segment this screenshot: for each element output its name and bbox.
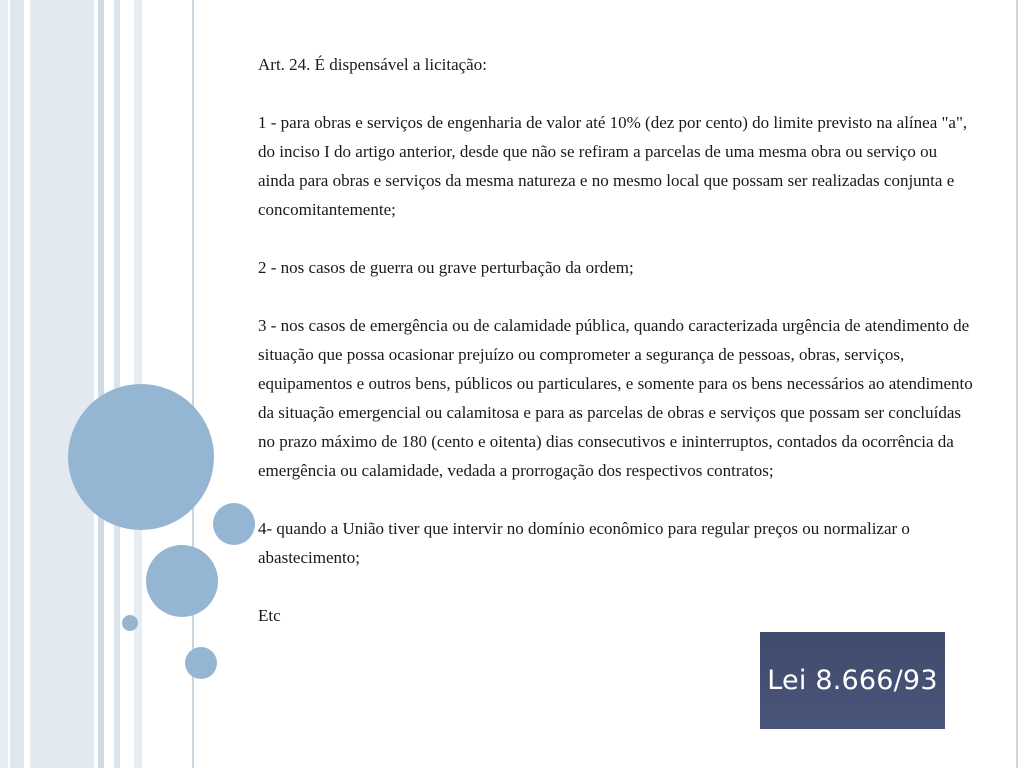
decor-divider-line [1016, 0, 1018, 768]
article-heading: Art. 24. É dispensável a licitação: [258, 55, 487, 74]
decor-circle-large [68, 384, 214, 530]
article-item-1: 1 - para obras e serviços de engenharia de valor até 10% (dez por cento) do limite previsto na alínea "a", do inciso I do artigo anterior, desde que não se refiram a parcelas de uma mesma obra ou serviço ou ainda para obras e serviços da mesma natureza e no mesmo local que possam ser realizadas conjunta e concomitantemente; [258, 113, 968, 219]
decor-stripe [10, 0, 24, 768]
law-reference-badge [760, 632, 945, 729]
decor-circle-medium [146, 545, 218, 617]
decor-circle-small [185, 647, 217, 679]
decor-circle-tiny [122, 615, 138, 631]
decor-circle-small [213, 503, 255, 545]
article-item-2: 2 - nos casos de guerra ou grave perturbação da ordem; [258, 258, 634, 277]
decor-stripe [104, 0, 114, 768]
decor-stripe [0, 0, 8, 768]
article-item-3: 3 - nos casos de emergência ou de calamidade pública, quando caracterizada urgência de atendimento de situação que possa ocasionar prejuízo ou comprometer a segurança de pessoas, obras, serviços, equipamentos e outros bens, públicos ou particulares, e somente para os bens necessários ao atendimento da situação emergencial ou calamitosa e para as parcelas de obras e serviços que possam ser concluídas no prazo máximo de 180 (cento e oitenta) dias consecutivos e ininterruptos, contados da ocorrência da emergência ou calamidade, vedada a prorrogação dos respectivos contratos; [258, 316, 973, 480]
law-reference-label: Lei 8.666/93 [767, 665, 938, 696]
article-item-4: 4- quando a União tiver que intervir no domínio econômico para regular preços ou normalizar o abastecimento; [258, 519, 910, 567]
document-body [258, 50, 974, 659]
decor-stripe [30, 0, 94, 768]
article-closing: Etc [258, 606, 281, 625]
